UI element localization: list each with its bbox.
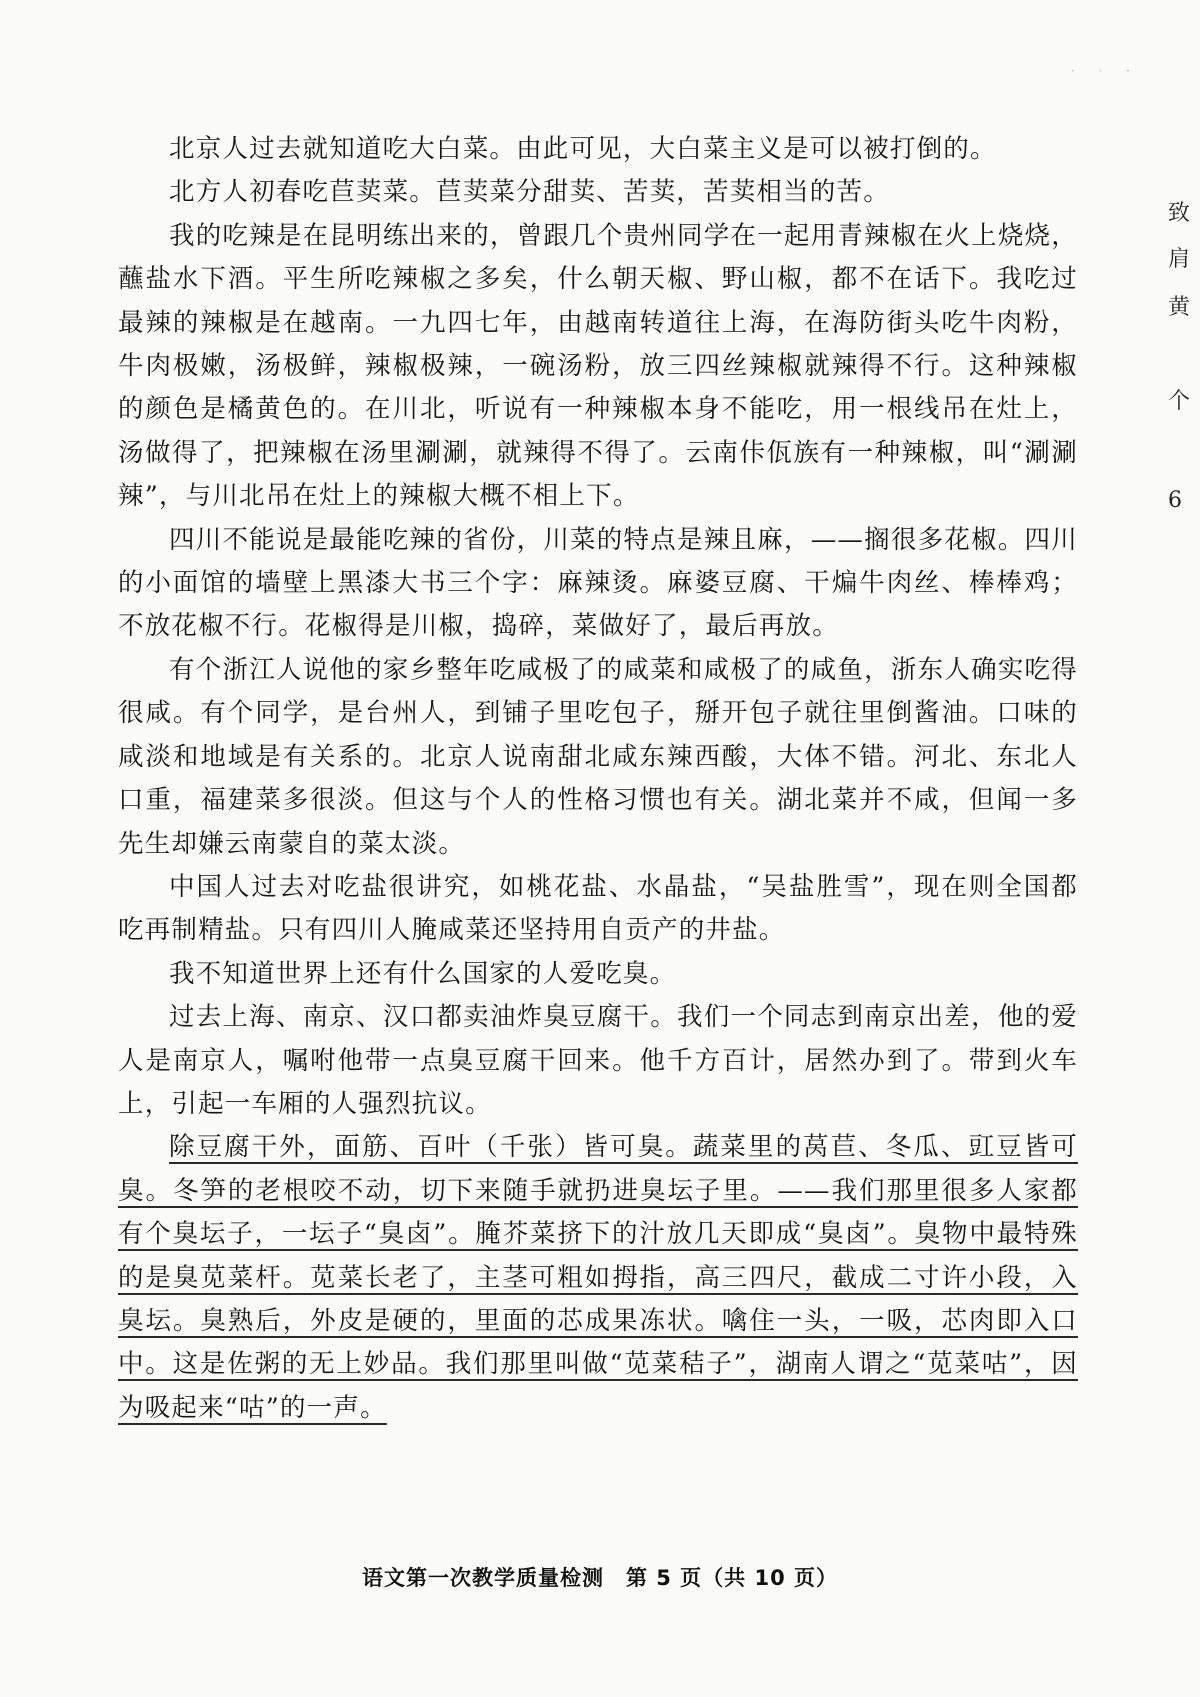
paragraph: 四川不能说是最能吃辣的省份，川菜的特点是辣且麻，——搁很多花椒。四川的小面馆的墙壁上黑漆大书三个字：麻辣烫。麻婆豆腐、干煸牛肉丝、棒棒鸡；不放花椒不行。花椒得是川椒，捣碎，菜做好了，最后再放。 xyxy=(118,524,1078,642)
underlined-text: 除豆腐干外，面筋、百叶（千张）皆可臭。蔬菜里的莴苣、冬瓜、豇豆皆可臭。冬笋的老根咬不动，切下来随手就扔进臭坛子里。——我们那里很多人家都有个臭坛子，一坛子“臭卤”。腌芥菜挤下的汁放几天即成“臭卤”。臭物中最特殊的是臭苋菜杆。苋菜长老了，主茎可粗如拇指，高三四尺，截成二寸许小段，入臭坛。臭熟后，外皮是硬的，里面的芯成果冻状。噙住一头，一吸，芯肉即入口中。这是佐粥的无上妙品。我们那里叫做“苋菜秸子”，湖南人谓之“苋菜咕”，因为吸起来“咕”的一声。 xyxy=(118,1132,1078,1423)
paragraph: 过去上海、南京、汉口都卖油炸臭豆腐干。我们一个同志到南京出差，他的爱人是南京人，嘱咐他带一点臭豆腐干回来。他千方百计，居然办到了。带到火车上，引起一车厢的人强烈抗议。 xyxy=(118,1002,1078,1119)
scan-specks: · · · xyxy=(1070,64,1140,78)
paragraph: 北京人过去就知道吃大白菜。由此可见，大白菜主义是可以被打倒的。 xyxy=(169,134,997,164)
paragraph: 有个浙江人说他的家乡整年吃咸极了的咸菜和咸极了的咸鱼，浙东人确实吃得很咸。有个同学，是台州人，到铺子里吃包子，掰开包子就往里倒酱油。口味的咸淡和地域是有关系的。北京人说南甜北咸东辣西酸，大体不错。河北、东北人口重，福建菜多很淡。但这与个人的性格习惯也有关。湖北菜并不咸，但闻一多先生却嫌云南蒙自的菜太淡。 xyxy=(118,654,1078,859)
margin-char: 6 xyxy=(1168,488,1182,513)
margin-char: 个 xyxy=(1168,389,1191,414)
margin-char: 致 xyxy=(1168,201,1191,226)
page-footer: 语文第一次教学质量检测 第 5 页（共 10 页） xyxy=(361,1566,839,1590)
right-margin-bleed-text xyxy=(1168,0,1200,1697)
underlined-paragraph xyxy=(118,1126,1078,1430)
paragraph: 我的吃辣是在昆明练出来的，曾跟几个贵州同学在一起用青辣椒在火上烧烧，蘸盐水下酒。平生所吃辣椒之多矣，什么朝天椒、野山椒，都不在话下。我吃过最辣的辣椒是在越南。一九四七年，由越南转道往上海，在海防街头吃牛肉粉，牛肉极嫩，汤极鲜，辣椒极辣，一碗汤粉，放三四丝辣椒就辣得不行。这种辣椒的颜色是橘黄色的。在川北，听说有一种辣椒本身不能吃，用一根线吊在灶上，汤做得了，把辣椒在汤里涮涮，就辣得不得了。云南佧佤族有一种辣椒，叫“涮涮辣”，与川北吊在灶上的辣椒大概不相上下。 xyxy=(118,220,1078,512)
paragraph: 我不知道世界上还有什么国家的人爱吃臭。 xyxy=(169,958,677,989)
paragraph: 北方人初春吃苣荬菜。苣荬菜分甜荬、苦荬，苦荬相当的苦。 xyxy=(169,177,890,208)
margin-char: 黄 xyxy=(1168,295,1191,320)
paragraph: 中国人过去对吃盐很讲究，如桃花盐、水晶盐，“吴盐胜雪”，现在则全国都吃再制精盐。只有四川人腌咸菜还坚持用自贡产的井盐。 xyxy=(118,871,1078,946)
article-body xyxy=(118,128,1078,1430)
margin-char: 肩 xyxy=(1168,247,1191,272)
